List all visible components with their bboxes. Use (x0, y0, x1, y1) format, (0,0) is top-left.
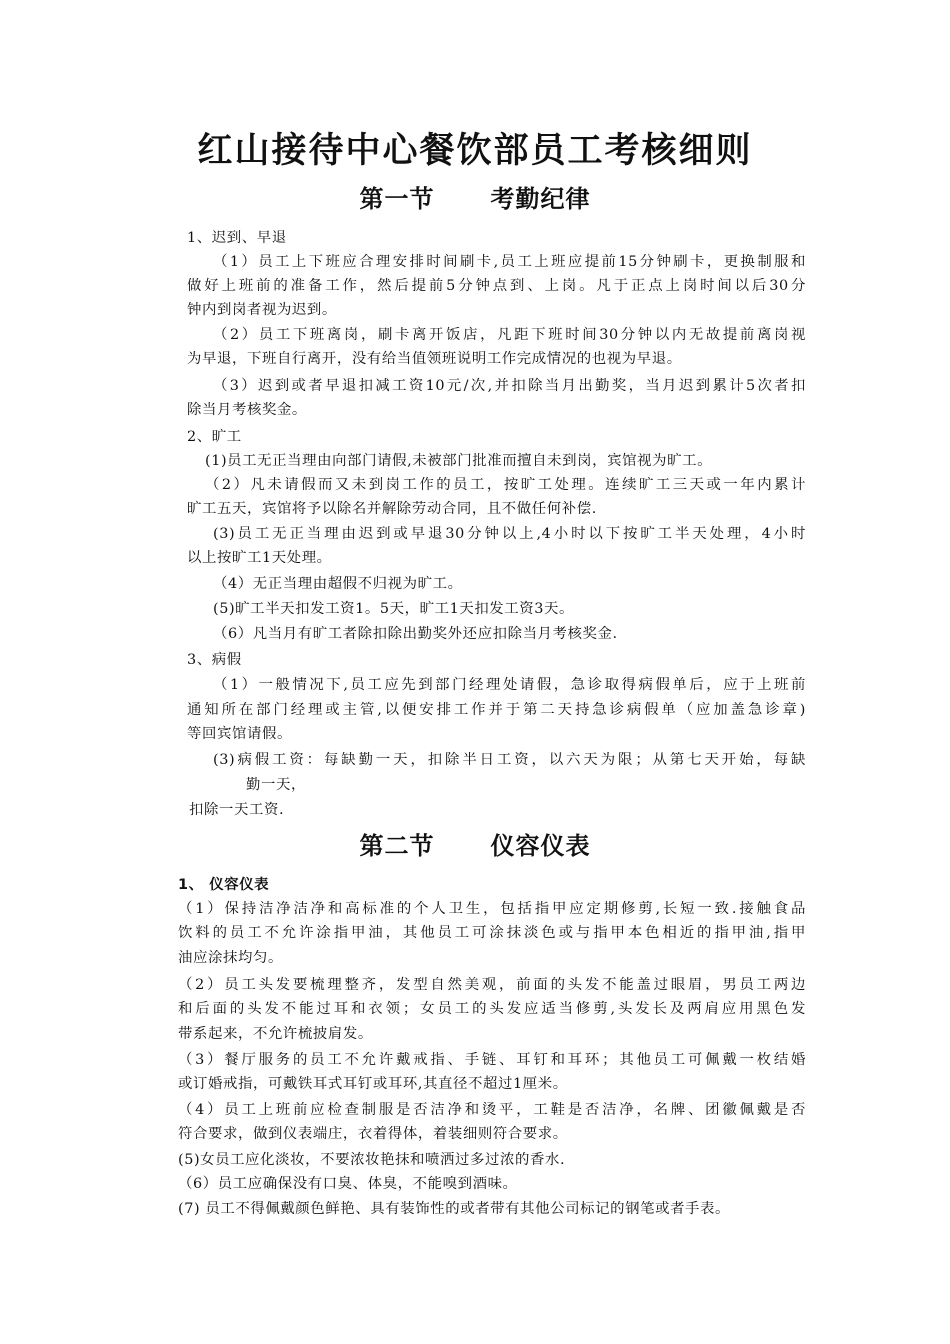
paragraph-line: (3)病假工资：每缺勤一天，扣除半日工资，以六天为限；从第七天开始，每缺 (213, 752, 806, 768)
document-title: 红山接待中心餐饮部员工考核细则 (197, 131, 753, 171)
paragraph-line: 和后面的头发不能过耳和衣领；女员工的头发应适当修剪,头发长及两肩应用黑色发 (178, 1001, 806, 1017)
paragraph-line: 符合要求，做到仪表端庄，衣着得体，着装细则符合要求。 (178, 1126, 568, 1142)
paragraph-line: 油应涂抹均匀。 (178, 950, 283, 966)
paragraph-line: （6）员工应确保没有口臭、体臭，不能嗅到酒味。 (178, 1176, 518, 1192)
paragraph-line: (5)女员工应化淡妆，不要浓妆艳抹和喷洒过多过浓的香水. (178, 1152, 566, 1168)
paragraph-line: 为早退，下班自行离开，没有给当值领班说明工作完成情况的也视为早退。 (187, 351, 682, 367)
paragraph-line: (3)员工无正当理由迟到或早退30分钟以上,4小时以下按旷工半天处理，4小时 (213, 526, 806, 542)
paragraph-line: 扣除一天工资. (189, 802, 285, 818)
paragraph-line: （3）迟到或者早退扣减工资10元/次,并扣除当月出勤奖，当月迟到累计5次者扣 (213, 378, 806, 394)
paragraph-line: 通知所在部门经理或主管,以便安排工作并于第二天持急诊病假单（应加盖急诊章) (187, 702, 806, 718)
paragraph-line: 勤一天， (246, 777, 306, 793)
section-number: 第二节 (359, 832, 435, 860)
paragraph-line: (5)旷工半天扣发工资1。5天，旷工1天扣发工资3天。 (213, 601, 575, 617)
section-heading-appearance (0, 829, 950, 863)
paragraph-line: 饮料的员工不允许涂指甲油，其他员工可涂抹淡色或与指甲本色相近的指甲油,指甲 (178, 925, 806, 941)
paragraph-line: （4）无正当理由超假不归视为旷工。 (213, 576, 463, 592)
paragraph-line: (1)员工无正当理由向部门请假,未被部门批准而擅自未到岗，宾馆视为旷工。 (205, 453, 713, 469)
paragraph-line: （3）餐厅服务的员工不允许戴戒指、手链、耳钉和耳环；其他员工可佩戴一枚结婚 (178, 1052, 806, 1068)
paragraph-line: （6）凡当月有旷工者除扣除出勤奖外还应扣除当月考核奖金. (213, 626, 618, 642)
paragraph-line: 等回宾馆请假。 (187, 726, 292, 742)
paragraph-line: 钟内到岗者视为迟到。 (187, 302, 337, 318)
paragraph-line: 以上按旷工1天处理。 (187, 550, 332, 566)
section-title: 考勤纪律 (490, 185, 591, 213)
section-number: 第一节 (359, 185, 435, 213)
paragraph-line: （4）员工上班前应检查制服是否洁净和烫平，工鞋是否洁净，名牌、团徽佩戴是否 (178, 1102, 806, 1118)
paragraph-line: （1）一般情况下,员工应先到部门经理处请假，急诊取得病假单后，应于上班前 (213, 677, 806, 693)
paragraph-line: 带系起来，不允许梳披肩发。 (178, 1026, 373, 1042)
paragraph-line: 旷工五天，宾馆将予以除名并解除劳动合同，且不做任何补偿. (187, 501, 597, 517)
paragraph-line: （2）员工下班离岗，刷卡离开饭店，凡距下班时间30分钟以内无故提前离岗视 (213, 327, 806, 343)
paragraph-line: 除当月考核奖金。 (187, 402, 307, 418)
paragraph-line: （2）员工头发要梳理整齐，发型自然美观，前面的头发不能盖过眼眉，男员工两边 (178, 977, 806, 993)
paragraph-line: （2）凡未请假而又未到岗工作的员工，按旷工处理。连续旷工三天或一年内累计 (205, 477, 806, 493)
section-title: 仪容仪表 (490, 832, 591, 860)
section-heading-attendance (0, 182, 950, 216)
subheading-absenteeism: 2、旷工 (187, 429, 242, 445)
paragraph-line: 做好上班前的准备工作，然后提前5分钟点到、上岗。凡于正点上岗时间以后30分 (187, 278, 806, 294)
paragraph-line: （1）员工上下班应合理安排时间刷卡,员工上班应提前15分钟刷卡，更换制服和 (213, 254, 806, 270)
subheading-late-early: 1、迟到、早退 (187, 230, 287, 246)
paragraph-line: (7) 员工不得佩戴颜色鲜艳、具有装饰性的或者带有其他公司标记的钢笔或者手表。 (178, 1201, 731, 1217)
paragraph-line: （1）保持洁净洁净和高标准的个人卫生，包括指甲应定期修剪,长短一致.接触食品 (178, 901, 806, 917)
paragraph-line: 或订婚戒指，可戴铁耳式耳钉或耳环,其直径不超过1厘米。 (178, 1076, 568, 1092)
subheading-appearance: 1、 仪容仪表 (178, 877, 270, 893)
subheading-sick-leave: 3、病假 (187, 652, 242, 668)
